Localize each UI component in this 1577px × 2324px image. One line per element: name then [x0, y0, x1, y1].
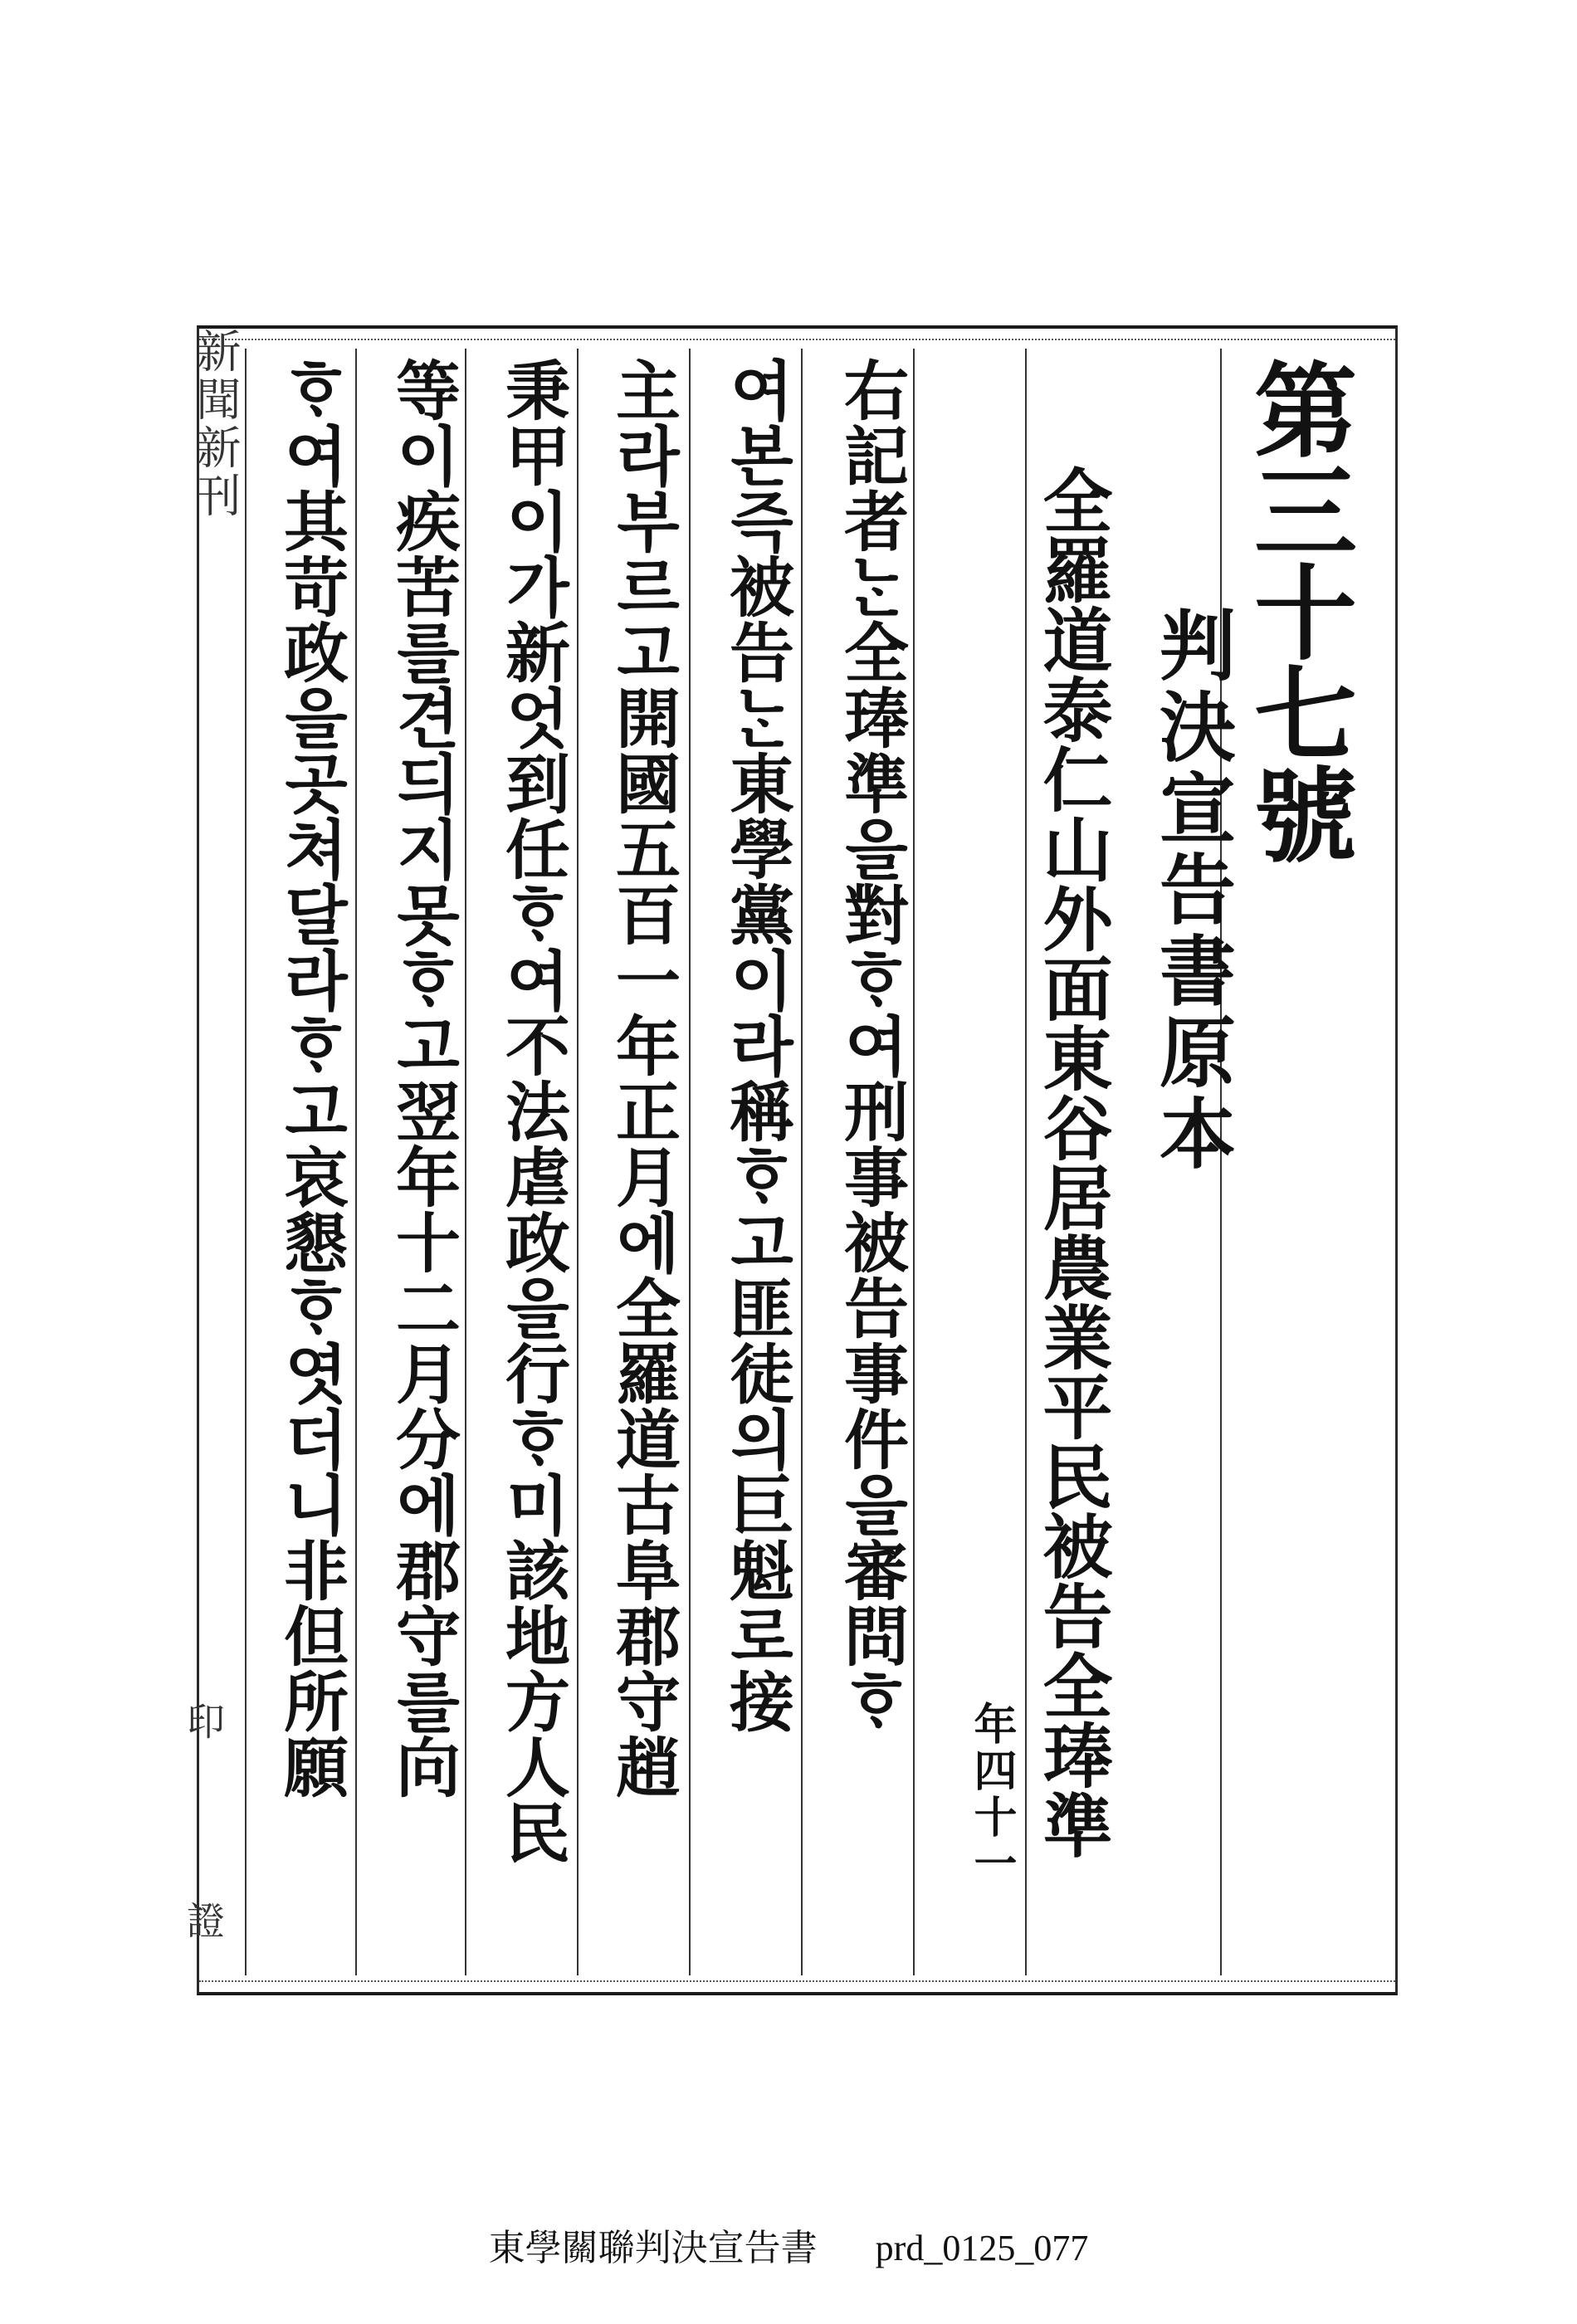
- defendant-age: 年四十一: [966, 1702, 1017, 1887]
- margin-stamp-mark: 印: [181, 1702, 226, 1740]
- column-rule: [1025, 349, 1027, 1975]
- defendant-address: 全羅道泰仁山外面東谷居農業平民被告全琫準: [1032, 465, 1114, 1859]
- body-column: ᄒᆞ여其苛政을곳쳐달라ᄒᆞ고哀懇ᄒᆞ엿더니非但所願: [273, 357, 349, 1799]
- document-number: 第三十七號: [1237, 357, 1357, 863]
- margin-stamp-mark: 證: [181, 1901, 226, 1939]
- column-rule: [465, 349, 466, 1975]
- body-column: 右記者ᄂᆞᆫ全琫準을對ᄒᆞ여刑事被告事件을審問ᄒᆞ: [833, 357, 909, 1734]
- column-rule: [801, 349, 803, 1975]
- column-rule: [689, 349, 691, 1975]
- column-rule: [355, 349, 357, 1975]
- column-rule: [913, 349, 915, 1975]
- body-column: 主라부르고開國五百一年正月에全羅道古阜郡守趙: [605, 357, 681, 1799]
- page-code: prd_0125_077: [875, 2228, 1089, 2268]
- margin-note: 新聞新刊: [189, 328, 242, 520]
- column-rule: [577, 349, 579, 1975]
- body-column: 秉甲이가新엇到任ᄒᆞ여不法虐政을行ᄒᆞ미該地方人民: [495, 357, 570, 1865]
- body-column: 等이疾苦를견듸지못ᄒᆞ고翌年十二月分에郡守를向: [385, 357, 461, 1799]
- collection-title: 東學關聯判決宣告書: [488, 2227, 818, 2269]
- document-heading: 判決宣告書原本: [1147, 606, 1237, 1175]
- page-caption: [0, 2218, 1577, 2271]
- body-column: 여본즉被告ᄂᆞᆫ東學黨이라稱ᄒᆞ고匪徒의巨魁로接: [719, 357, 794, 1734]
- column-rule: [245, 349, 247, 1975]
